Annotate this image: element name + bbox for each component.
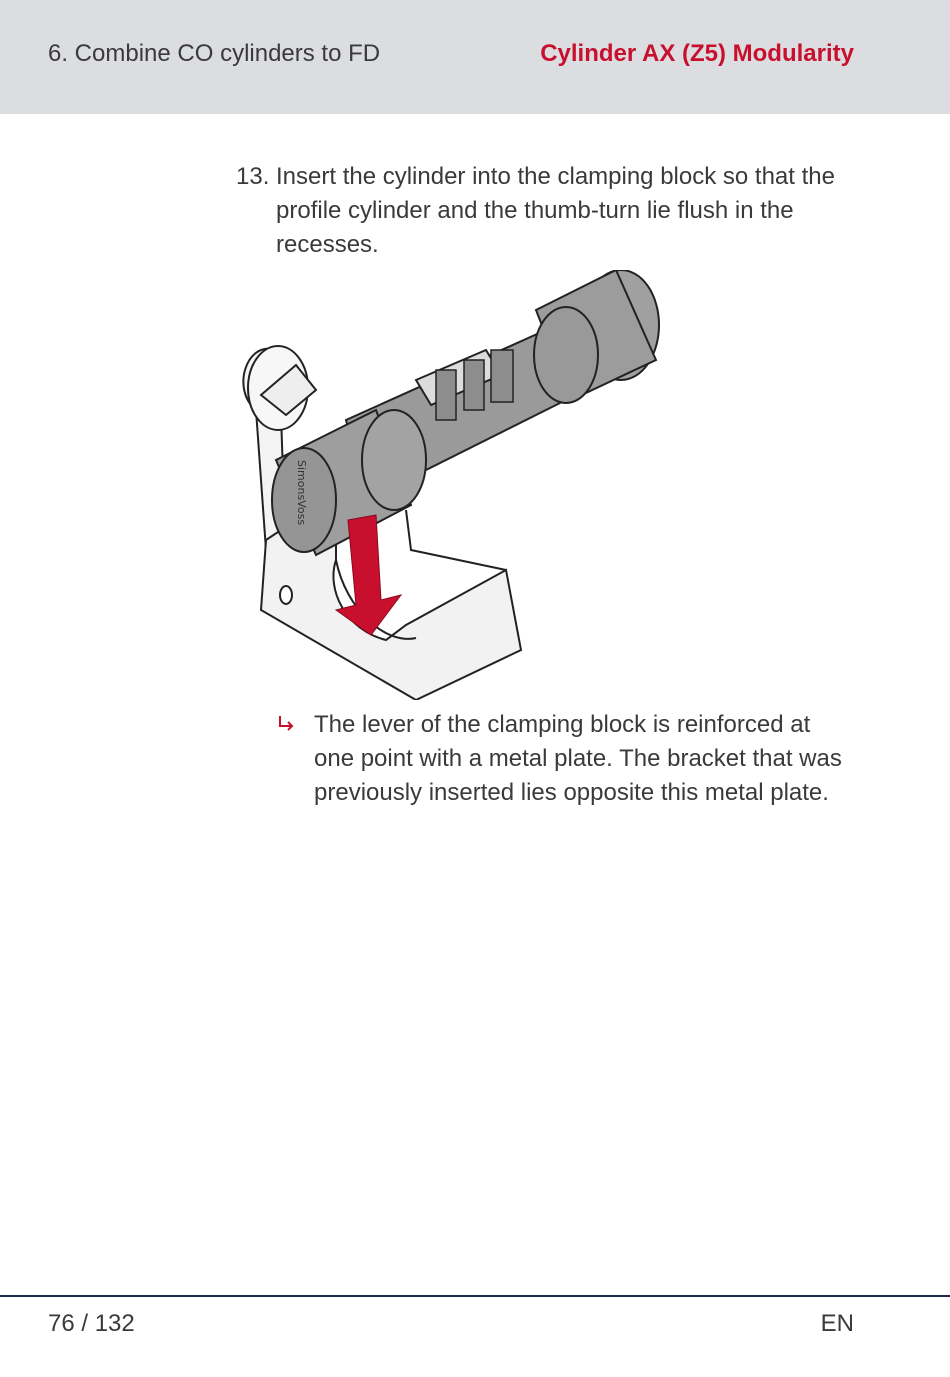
step-text: Insert the cylinder into the clamping block so that the profile cylinder and the thumb-turn lie flush in the recesses. (276, 163, 835, 258)
page-number: 76 / 132 (48, 1310, 135, 1337)
cylinder-illustration (236, 270, 662, 700)
step-number: 13. (236, 163, 270, 190)
language-label: EN (820, 1310, 854, 1337)
result-note (276, 708, 856, 810)
instruction-step (236, 160, 856, 262)
svg-text:SimonsVoss: SimonsVoss (295, 460, 308, 526)
section-title: 6. Combine CO cylinders to FD (48, 40, 381, 67)
clamping-block-figure (236, 270, 662, 700)
footer-divider (0, 1295, 950, 1297)
result-text: The lever of the clamping block is reinforced at one point with a metal plate. The bracket that was previously inserted lies opposite this metal plate. (314, 711, 842, 806)
page-header (0, 0, 950, 114)
result-arrow-icon (276, 708, 300, 742)
product-title: Cylinder AX (Z5) Modularity (540, 40, 854, 67)
